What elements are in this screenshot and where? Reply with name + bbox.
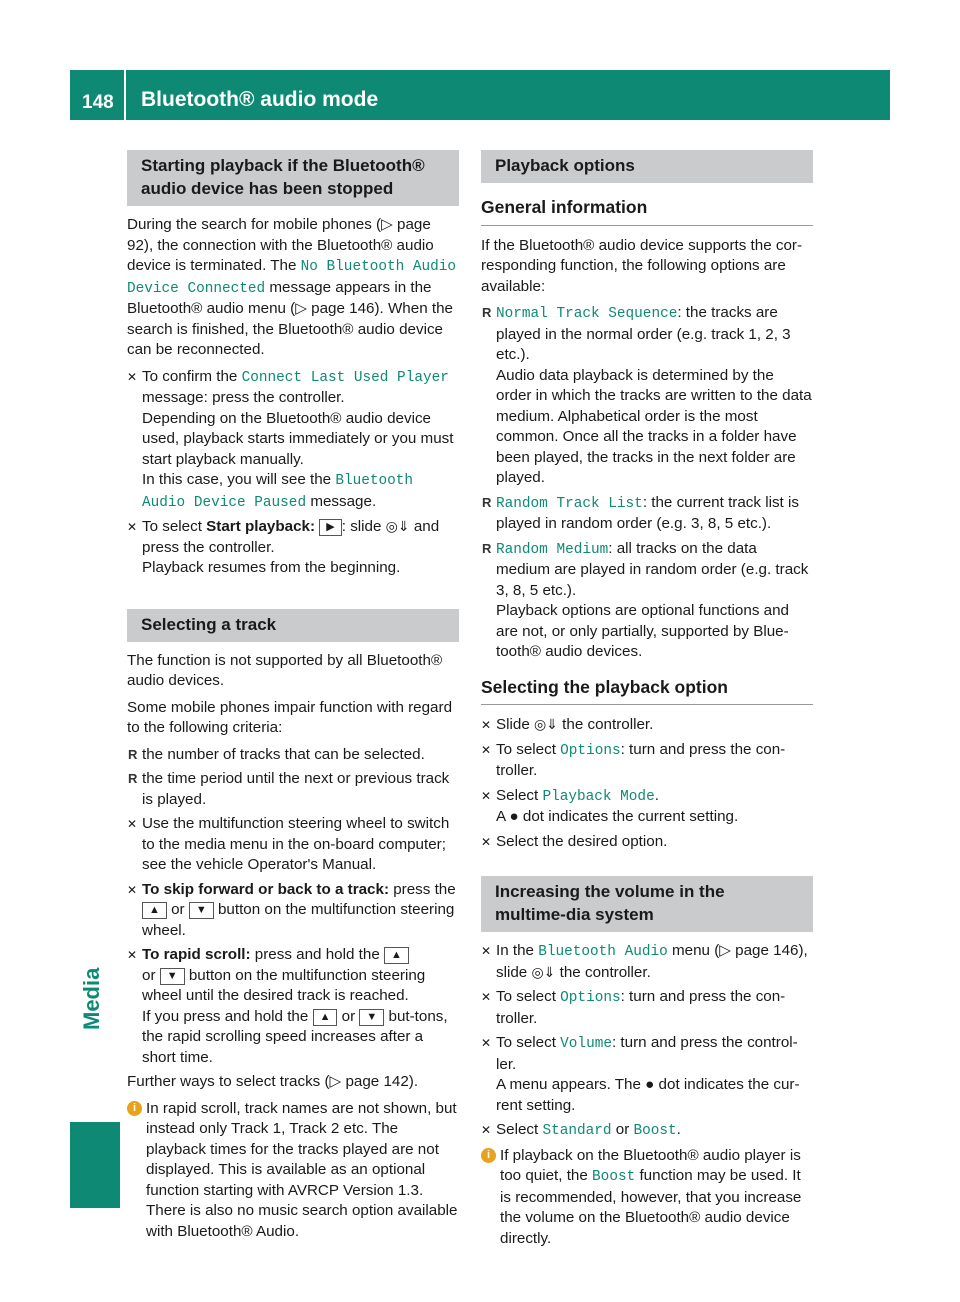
instruction-step: ✕ Use the multifunction steering wheel to switch to the media menu in the on-board computer; see the vehicle Operator's Manual. bbox=[127, 814, 459, 876]
section-heading-increasing-volume: Increasing the volume in the multime-dia system bbox=[481, 876, 813, 932]
instruction-step: ✕ To select Options: turn and press the con-troller. bbox=[481, 740, 813, 782]
list-item: R the number of tracks that can be selected. bbox=[127, 745, 459, 766]
instruction-step: ✕ In the Bluetooth Audio menu (▷ page 146), slide ◎⇓ the controller. bbox=[481, 941, 813, 983]
play-key-icon: ▶ bbox=[319, 519, 341, 536]
down-key-icon: ▼ bbox=[160, 968, 185, 985]
info-note: i If playback on the Bluetooth® audio player is too quiet, the Boost function may be used. It is recommended, however, that you increase the volume on the Bluetooth® audio device directly. bbox=[481, 1146, 813, 1250]
down-key-icon: ▼ bbox=[359, 1009, 384, 1026]
left-column bbox=[127, 150, 459, 1246]
instruction-step: ✕ Select Standard or Boost. bbox=[481, 1120, 813, 1142]
controller-slide-icon: ◎⇓ bbox=[531, 964, 556, 981]
list-item: R Random Medium: all tracks on the data medium are played in random order (e.g. track 3, 8, 5 etc.). Playback options are optional functions and are not, or only partially, supported by Blue-tooth® audio devices. bbox=[481, 539, 813, 663]
section-tab-marker bbox=[70, 1122, 120, 1208]
up-key-icon: ▲ bbox=[384, 947, 409, 964]
up-key-icon: ▲ bbox=[142, 902, 167, 919]
instruction-step: ✕ Slide ◎⇓ the controller. bbox=[481, 715, 813, 736]
instruction-step: ✕ To select Options: turn and press the con-troller. bbox=[481, 987, 813, 1029]
instruction-step: ✕ To select Volume: turn and press the control-ler. A menu appears. The ● dot indicates the cur-rent setting. bbox=[481, 1033, 813, 1116]
instruction-step: ✕ To select Start playback: ▶ : slide ◎⇓ and press the controller. Playback resumes from the beginning. bbox=[127, 517, 459, 579]
paragraph: Further ways to select tracks (▷ page 142). bbox=[127, 1073, 419, 1090]
list-item: R Normal Track Sequence: the tracks are played in the normal order (e.g. track 1, 2, 3 etc.). Audio data playback is determined by the order in which the tracks are written to the data medium. Alphabetical order is the most common. Once all the tracks in a folder have been played, the tracks in the next folder are played. bbox=[481, 303, 813, 489]
paragraph: The function is not supported by all Bluetooth® audio devices. bbox=[127, 651, 443, 689]
list-item: R Random Track List: the current track list is played in random order (e.g. 3, 8, 5 etc.). bbox=[481, 493, 813, 535]
list-item: R the time period until the next or previous track is played. bbox=[127, 769, 459, 810]
instruction-step: ✕ Select the desired option. bbox=[481, 832, 813, 853]
down-key-icon: ▼ bbox=[189, 902, 214, 919]
paragraph: During the search for mobile phones (▷ page 92), the connection with the Bluetooth® audio device is terminated. The No Bluetooth Audio Device Connected message appears in the Bluetooth® audio menu (▷ page 146). When the search is finished, the Bluetooth® audio device can be reconnected. bbox=[127, 216, 457, 358]
instruction-step: ✕ To rapid scroll: press and hold the ▲ or ▼ button on the multifunction steering wheel until the desired track is reached. If you press and hold the ▲ or ▼ but-tons, the rapid scrolling speed increases after a short time. bbox=[127, 945, 459, 1068]
instruction-step: ✕ To skip forward or back to a track: press the ▲ or ▼ button on the multifunction steering wheel. bbox=[127, 880, 459, 942]
instruction-step: ✕ To confirm the Connect Last Used Player message: press the controller. Depending on the Bluetooth® audio device used, playback starts immediately or you must start playback manually. In this case, you will see the Bluetooth Audio Device Paused message. bbox=[127, 367, 459, 514]
subheading-selecting-playback-option: Selecting the playback option bbox=[481, 677, 813, 706]
page-number: 148 bbox=[82, 92, 114, 113]
instruction-step: ✕ Select Playback Mode. A ● dot indicates the current setting. bbox=[481, 786, 813, 828]
info-icon: i bbox=[481, 1148, 496, 1163]
up-key-icon: ▲ bbox=[313, 1009, 338, 1026]
section-label: Media bbox=[79, 967, 104, 1030]
paragraph: Some mobile phones impair function with regard to the following criteria: bbox=[127, 698, 453, 736]
controller-slide-icon: ◎⇓ bbox=[385, 519, 410, 535]
section-heading-playback-options: Playback options bbox=[481, 150, 813, 183]
info-icon: i bbox=[127, 1101, 142, 1116]
header-divider bbox=[124, 70, 126, 120]
info-note: i In rapid scroll, track names are not shown, but instead only Track 1, Track 2 etc. The playback times for the tracks played are not displayed. This is available as an optional function starting with AVRCP Version 1.3. There is also no music search option available with Bluetooth® Audio. bbox=[127, 1099, 459, 1243]
paragraph: If the Bluetooth® audio device supports the cor-responding function, the following options are available: bbox=[481, 236, 803, 295]
page-title: Bluetooth® audio mode bbox=[141, 88, 379, 111]
right-column bbox=[481, 150, 813, 1253]
section-heading-starting-playback: Starting playback if the Bluetooth® audio device has been stopped bbox=[127, 150, 459, 206]
section-heading-selecting-track: Selecting a track bbox=[127, 609, 459, 642]
controller-slide-icon: ◎⇓ bbox=[534, 717, 558, 733]
subheading-general-information: General information bbox=[481, 197, 813, 226]
